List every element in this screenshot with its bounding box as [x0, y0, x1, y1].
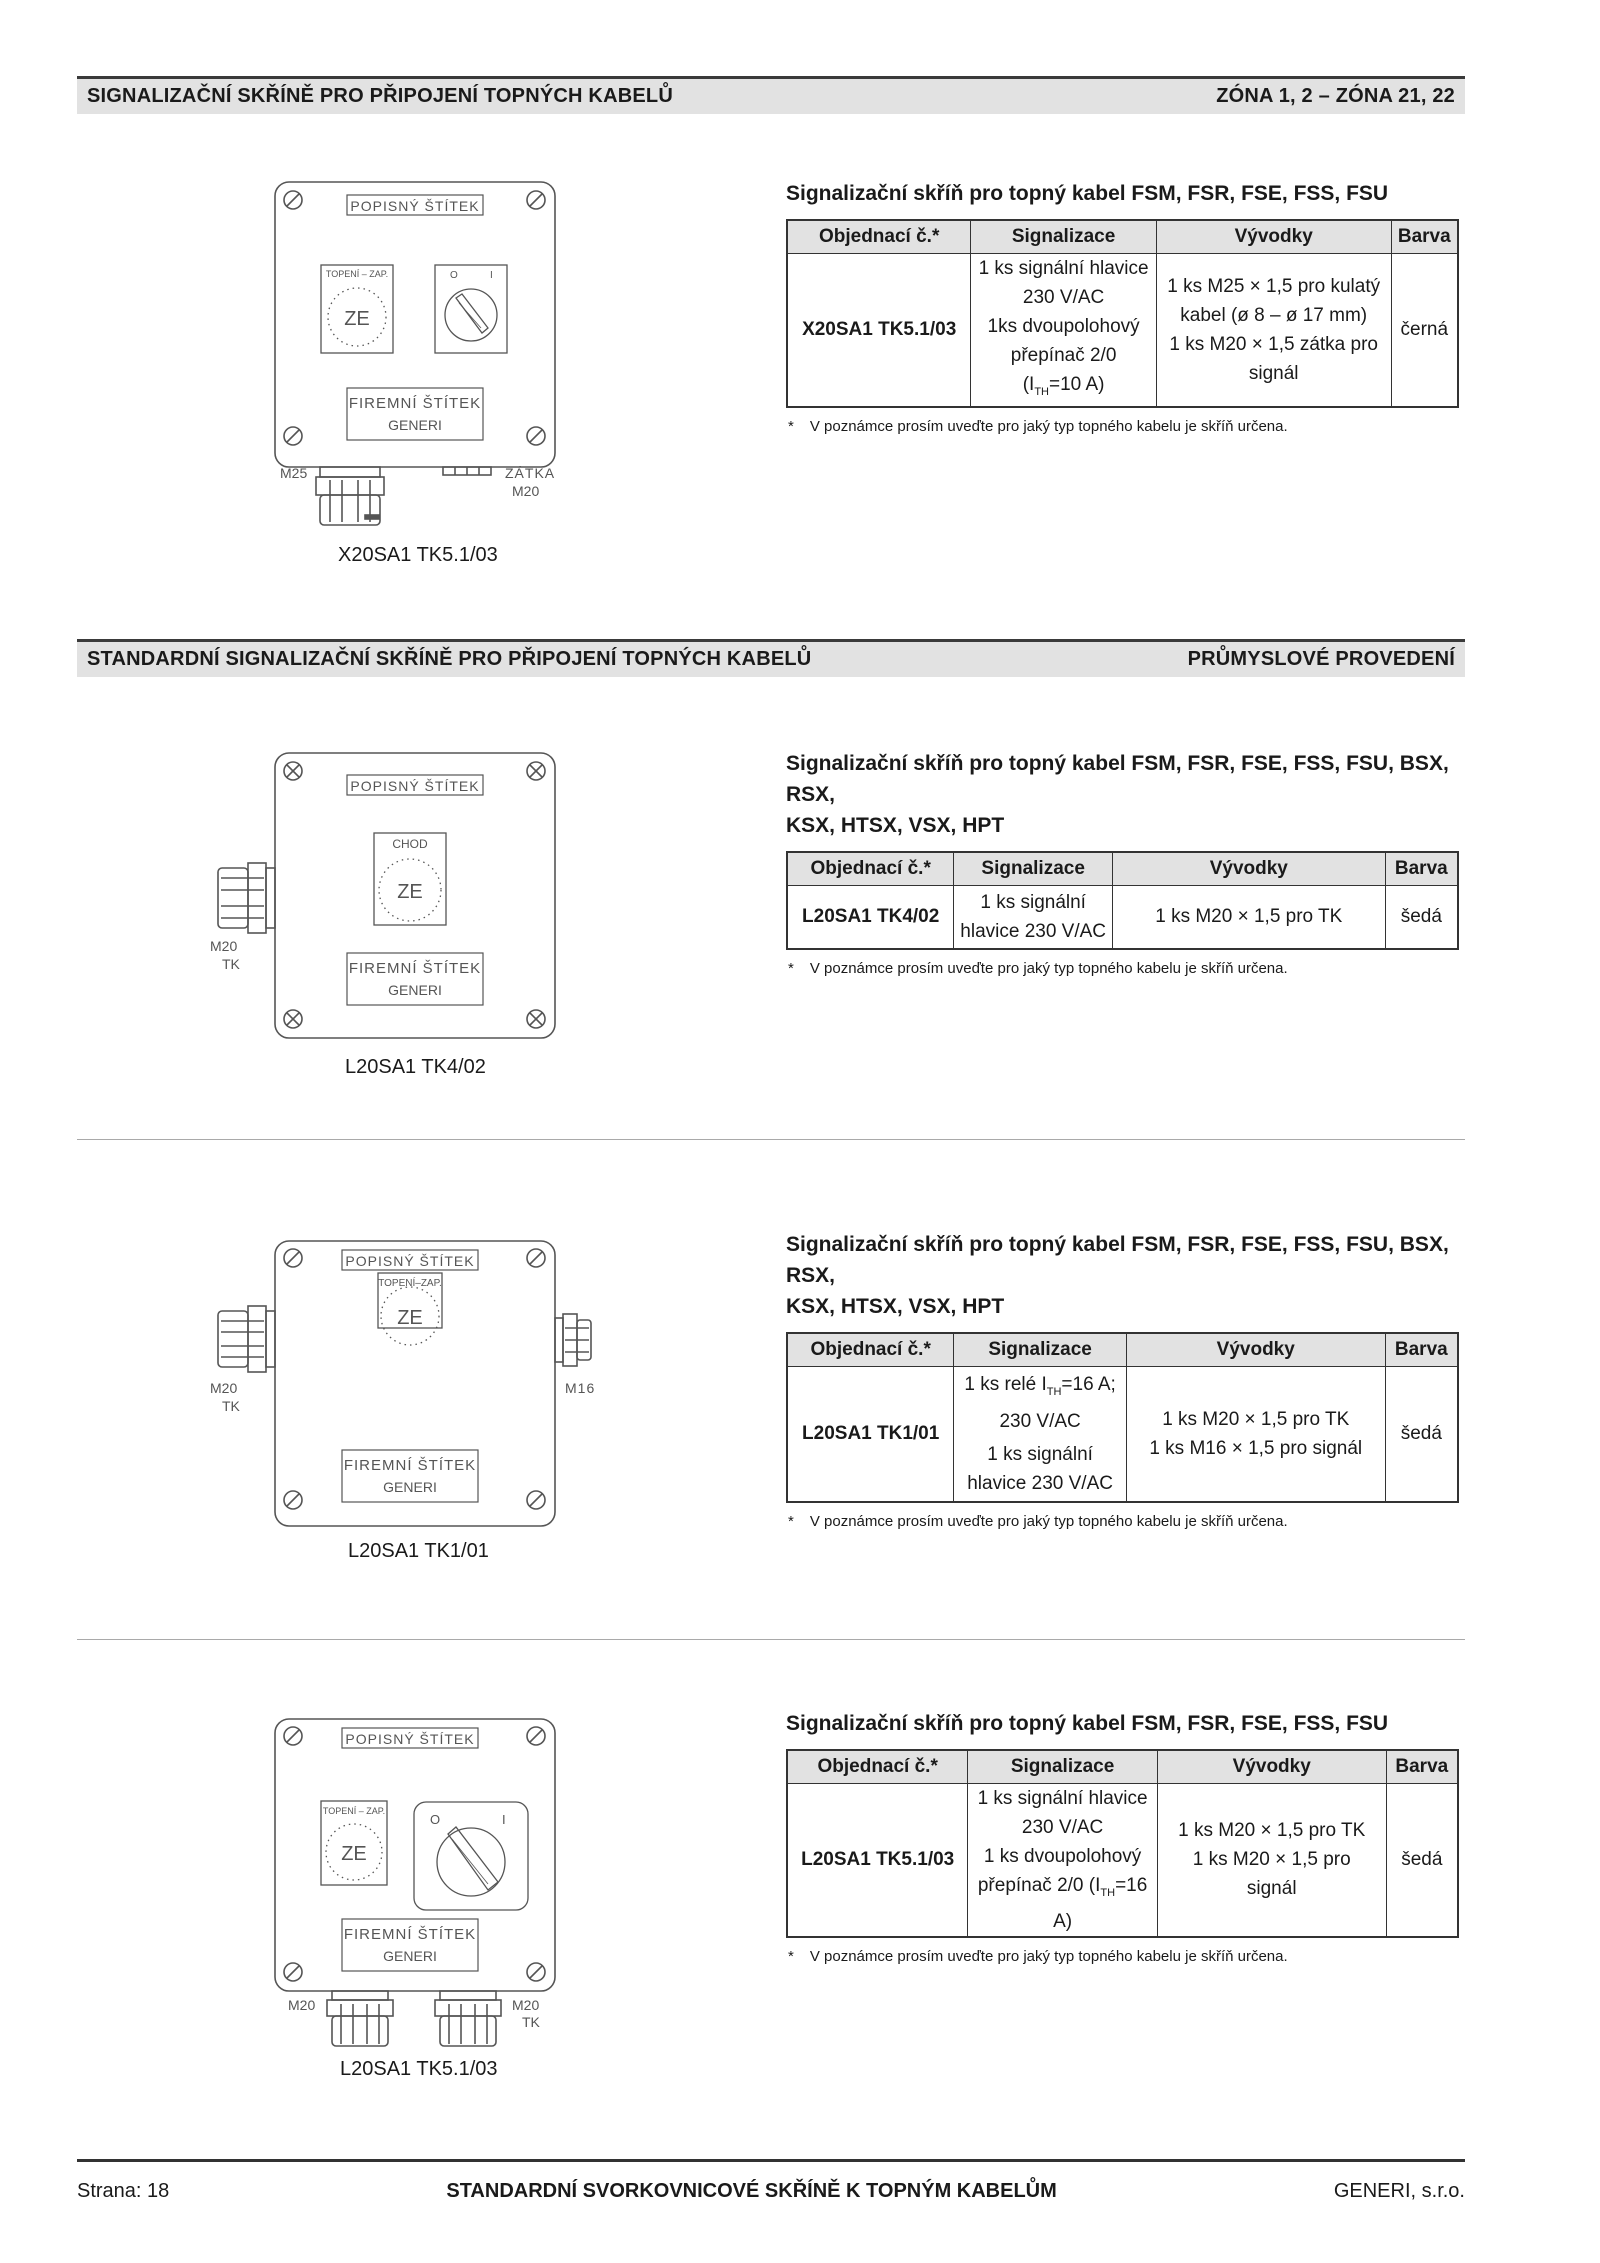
- section-title: STANDARDNÍ SIGNALIZAČNÍ SKŘÍNĚ PRO PŘIPOJENÍ TOPNÝCH KABELŮ: [87, 648, 812, 670]
- order-code: L20SA1 TK1/01: [787, 1366, 954, 1502]
- svg-text:ZE: ZE: [341, 1843, 367, 1865]
- product-title: Signalizační skříň pro topný kabel FSM, FSR, FSE, FSS, FSU, BSX, RSX, KSX, HTSX, VSX, HPT: [786, 1233, 1449, 1318]
- signal-cell: 1 ks signální hlavice 230 V/AC 1 ks dvoupolohový přepínač 2/0 ($I_{TH}=16$ A): [968, 1783, 1157, 1937]
- col-order: Objednací č.*: [787, 1333, 954, 1366]
- col-color: Barva: [1386, 1750, 1458, 1783]
- outlets-cell: 1 ks M20 × 1,5 pro TK: [1112, 885, 1385, 949]
- drawing-caption: X20SA1 TK5.1/03: [338, 544, 498, 566]
- svg-text:POPISNÝ ŠTÍTEK: POPISNÝ ŠTÍTEK: [345, 1731, 475, 1747]
- section-header-industrial: [77, 639, 1465, 677]
- col-color: Barva: [1385, 852, 1458, 885]
- svg-text:FIREMNÍ ŠTÍTEK: FIREMNÍ ŠTÍTEK: [343, 1457, 477, 1474]
- cable-gland-m16-right: [555, 1314, 591, 1366]
- svg-text:FIREMNÍ ŠTÍTEK: FIREMNÍ ŠTÍTEK: [348, 395, 482, 412]
- section-header-zone: [77, 76, 1465, 114]
- col-order: Objednací č.*: [787, 852, 954, 885]
- svg-text:TK: TK: [222, 956, 240, 972]
- drawing-caption: L20SA1 TK5.1/03: [340, 2058, 498, 2080]
- footnote: * V poznámce prosím uveďte pro jaký typ topného kabelu je skříň určena.: [788, 1513, 1288, 1530]
- order-code: L20SA1 TK5.1/03: [787, 1783, 968, 1937]
- svg-text:GENERI: GENERI: [388, 417, 442, 433]
- plug-m20: [443, 467, 491, 475]
- page-footer: [77, 2180, 1465, 2203]
- lamp-text: ZE: [344, 308, 370, 330]
- svg-text:CHOD: CHOD: [392, 837, 428, 851]
- cable-gland-m20-bottom-left: [327, 1991, 393, 2046]
- section-zone: ZÓNA 1, 2 – ZÓNA 21, 22: [1216, 85, 1455, 107]
- footer-rule: [77, 2159, 1465, 2162]
- label-plate-text: POPISNÝ ŠTÍTEK: [350, 198, 480, 214]
- svg-text:M20: M20: [210, 1380, 238, 1396]
- svg-text:I: I: [502, 1812, 506, 1827]
- footer-title: STANDARDNÍ SVORKOVNICOVÉ SKŘÍNĚ K TOPNÝM KABELŮM: [446, 2180, 1057, 2202]
- divider: [77, 1639, 1465, 1640]
- screw-icon: [527, 191, 545, 209]
- col-signal: Signalizace: [968, 1750, 1157, 1783]
- drawing-caption: L20SA1 TK1/01: [348, 1540, 489, 1562]
- product-l20sa1-tk1-01: [786, 1229, 1459, 1530]
- product-title: Signalizační skříň pro topný kabel FSM, FSR, FSE, FSS, FSU: [786, 1712, 1389, 1735]
- svg-text:POPISNÝ ŠTÍTEK: POPISNÝ ŠTÍTEK: [350, 778, 480, 794]
- spec-table: [786, 1332, 1459, 1503]
- svg-text:GENERI: GENERI: [383, 1479, 437, 1495]
- outlets-cell: 1 ks M25 × 1,5 pro kulatý kabel (ø 8 – ø 17 mm) 1 ks M20 × 1,5 zátka pro signál: [1156, 253, 1391, 407]
- screw-icon: [527, 427, 545, 445]
- col-color: Barva: [1391, 220, 1458, 253]
- svg-text:M20: M20: [288, 1997, 316, 2013]
- product-title: Signalizační skříň pro topný kabel FSM, FSR, FSE, FSS, FSU, BSX, RSX, KSX, HTSX, VSX, HPT: [786, 752, 1449, 837]
- footer-company: GENERI, s.r.o.: [1333, 2180, 1465, 2202]
- svg-text:M20: M20: [210, 938, 238, 954]
- svg-text:FIREMNÍ ŠTÍTEK: FIREMNÍ ŠTÍTEK: [343, 1926, 477, 1943]
- drawing-l20sa1-tk5-1-03: [180, 1714, 600, 2074]
- svg-text:M25: M25: [280, 465, 308, 481]
- screw-icon: [284, 1727, 302, 1745]
- col-outlets: Vývodky: [1157, 1750, 1386, 1783]
- color-cell: šedá: [1386, 1783, 1458, 1937]
- screw-icon: [284, 1491, 302, 1509]
- svg-text:TK: TK: [222, 1398, 240, 1414]
- footnote: * V poznámce prosím uveďte pro jaký typ topného kabelu je skříň určena.: [788, 418, 1288, 436]
- col-signal: Signalizace: [954, 1333, 1127, 1366]
- drawing-l20sa1-tk1-01: [180, 1236, 600, 1526]
- svg-text:POPISNÝ ŠTÍTEK: POPISNÝ ŠTÍTEK: [345, 1253, 475, 1269]
- cable-gland-m20-left: [218, 1306, 275, 1372]
- spec-table: [786, 1749, 1459, 1938]
- svg-text:TOPENÍ – ZAP.: TOPENÍ – ZAP.: [322, 1806, 386, 1816]
- screw-icon: [527, 1727, 545, 1745]
- col-signal: Signalizace: [971, 220, 1157, 253]
- screw-icon: [284, 762, 302, 780]
- color-cell: šedá: [1385, 1366, 1458, 1502]
- screw-icon: [284, 1010, 302, 1028]
- product-l20sa1-tk5-1-03: [786, 1708, 1459, 1965]
- color-cell: šedá: [1385, 885, 1458, 949]
- screw-icon: [284, 427, 302, 445]
- cable-gland-m20-left: [218, 863, 275, 933]
- svg-text:O: O: [430, 1812, 441, 1827]
- drawing-l20sa1-tk4-02: [180, 748, 600, 1048]
- svg-text:GENERI: GENERI: [383, 1948, 437, 1964]
- drawing-caption: L20SA1 TK4/02: [345, 1056, 486, 1078]
- svg-text:M20: M20: [512, 483, 540, 499]
- footnote: * V poznámce prosím uveďte pro jaký typ topného kabelu je skříň určena.: [788, 1948, 1288, 1966]
- spec-table: [786, 851, 1459, 950]
- svg-text:TOPENÍ–ZAP.: TOPENÍ–ZAP.: [378, 1278, 442, 1289]
- product-l20sa1-tk4-02: [786, 748, 1459, 977]
- cable-gland-m20-bottom-right: [435, 1991, 501, 2046]
- section-zone: PRŮMYSLOVÉ PROVEDENÍ: [1187, 648, 1455, 670]
- col-color: Barva: [1385, 1333, 1458, 1366]
- color-cell: černá: [1391, 253, 1458, 407]
- svg-text:M16: M16: [565, 1380, 596, 1396]
- product-title: Signalizační skříň pro topný kabel FSM, FSR, FSE, FSS, FSU: [786, 182, 1389, 205]
- outlets-cell: 1 ks M20 × 1,5 pro TK 1 ks M20 × 1,5 pro signál: [1157, 1783, 1386, 1937]
- svg-text:O: O: [450, 270, 458, 281]
- svg-text:ZE: ZE: [397, 881, 423, 903]
- svg-text:FIREMNÍ ŠTÍTEK: FIREMNÍ ŠTÍTEK: [348, 960, 482, 977]
- footnote: * V poznámce prosím uveďte pro jaký typ topného kabelu je skříň určena.: [788, 960, 1288, 977]
- screw-icon: [527, 762, 545, 780]
- col-outlets: Vývodky: [1126, 1333, 1385, 1366]
- col-outlets: Vývodky: [1156, 220, 1391, 253]
- spec-table: [786, 219, 1459, 408]
- section-title: SIGNALIZAČNÍ SKŘÍNĚ PRO PŘIPOJENÍ TOPNÝCH KABELŮ: [87, 85, 673, 107]
- col-signal: Signalizace: [954, 852, 1113, 885]
- signal-cell: 1 ks signální hlavice 230 V/AC: [954, 885, 1113, 949]
- screw-icon: [527, 1491, 545, 1509]
- svg-text:ZE: ZE: [397, 1307, 423, 1329]
- screw-icon: [527, 1010, 545, 1028]
- order-code: X20SA1 TK5.1/03: [787, 253, 971, 407]
- col-order: Objednací č.*: [787, 220, 971, 253]
- screw-icon: [284, 1249, 302, 1267]
- outlets-cell: 1 ks M20 × 1,5 pro TK 1 ks M16 × 1,5 pro signál: [1126, 1366, 1385, 1502]
- signal-cell: 1 ks signální hlavice 230 V/AC 1ks dvoupolohový přepínač 2/0 ($I_{TH}=10$ A): [971, 253, 1157, 407]
- divider: [77, 1139, 1465, 1140]
- screw-icon: [527, 1249, 545, 1267]
- screw-icon: [527, 1963, 545, 1981]
- product-x20sa1-tk5-1-03: [786, 178, 1459, 435]
- svg-text:M20: M20: [512, 1997, 540, 2013]
- order-code: L20SA1 TK4/02: [787, 885, 954, 949]
- svg-text:TOPENÍ – ZAP.: TOPENÍ – ZAP.: [325, 269, 389, 279]
- drawing-x20sa1-tk5-1-03: [180, 170, 600, 540]
- svg-text:TK: TK: [522, 2014, 540, 2030]
- svg-text:ZÁTKA: ZÁTKA: [505, 465, 556, 481]
- svg-text:GENERI: GENERI: [388, 982, 442, 998]
- col-order: Objednací č.*: [787, 1750, 968, 1783]
- cable-gland-m25: [316, 467, 384, 525]
- signal-cell: 1 ks relé $I_{TH}=16$ A; 230 V/AC 1 ks signální hlavice 230 V/AC: [954, 1366, 1127, 1502]
- screw-icon: [284, 1963, 302, 1981]
- svg-text:I: I: [490, 270, 493, 281]
- page-number: Strana: 18: [77, 2180, 170, 2202]
- screw-icon: [284, 191, 302, 209]
- col-outlets: Vývodky: [1112, 852, 1385, 885]
